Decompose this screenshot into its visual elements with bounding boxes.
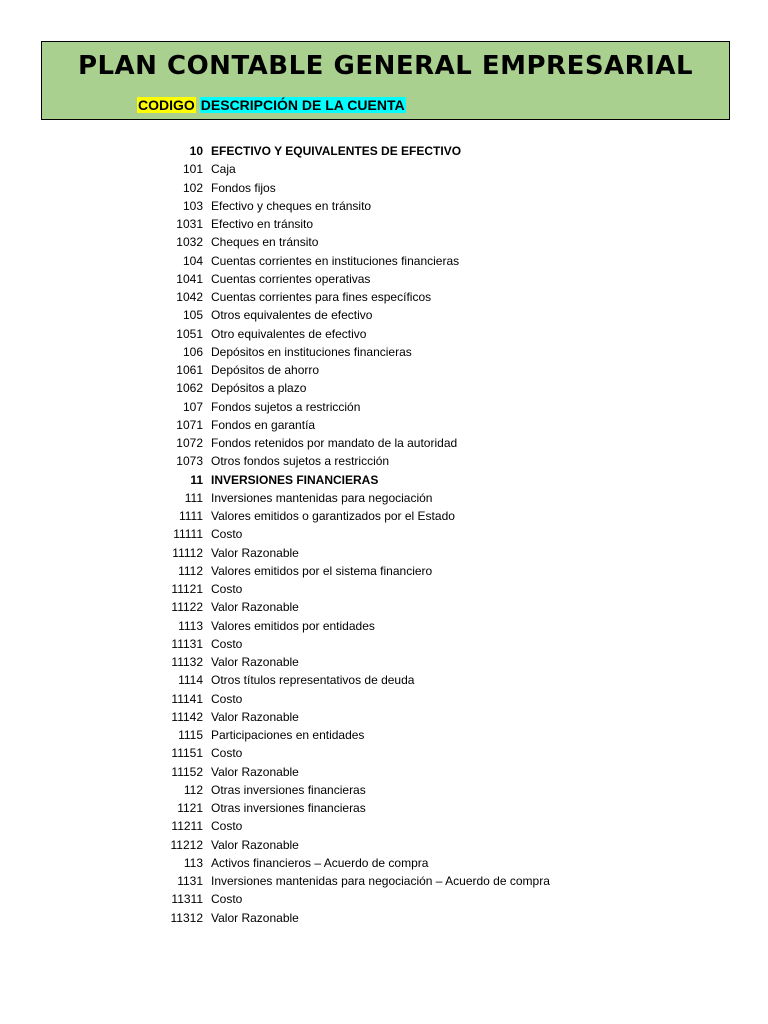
account-code: 1113 — [178, 618, 203, 633]
account-description: Costo — [211, 819, 243, 834]
account-row — [0, 179, 768, 197]
account-description: Costo — [211, 691, 243, 706]
account-description: Valor Razonable — [211, 910, 299, 925]
account-row — [0, 909, 768, 927]
account-description: Valor Razonable — [211, 655, 299, 669]
account-row — [0, 744, 768, 762]
account-row — [0, 233, 768, 251]
account-description: Valor Razonable — [211, 545, 299, 560]
account-description: Otro equivalentes de efectivo — [211, 326, 367, 341]
account-description: Depósitos de ahorro — [211, 363, 320, 377]
account-code: 11132 — [171, 655, 203, 669]
account-code: 113 — [183, 855, 203, 870]
account-description: Cuentas corrientes para fines específicos — [211, 290, 432, 304]
account-row — [0, 160, 768, 178]
account-code: 11142 — [171, 709, 203, 724]
account-row — [0, 872, 768, 890]
account-description: Cuentas corrientes en instituciones financieras — [211, 253, 460, 268]
account-description: Inversiones mantenidas para negociación – Acuerdo de compra — [211, 874, 550, 888]
header-banner — [41, 41, 730, 120]
account-code: 1115 — [178, 728, 203, 742]
account-code: 11 — [190, 472, 203, 487]
account-row — [0, 544, 768, 562]
account-code: 1072 — [176, 436, 203, 450]
account-code: 1042 — [176, 290, 203, 304]
account-description: Otras inversiones financieras — [211, 801, 366, 815]
account-code: 1031 — [176, 217, 203, 231]
account-description: Activos financieros – Acuerdo de compra — [211, 855, 429, 870]
account-description: EFECTIVO Y EQUIVALENTES DE EFECTIVO — [211, 144, 462, 158]
account-code: 1071 — [176, 417, 203, 432]
account-code: 102 — [182, 180, 203, 195]
account-row — [0, 489, 768, 507]
account-row — [0, 562, 768, 580]
account-row — [0, 306, 768, 324]
account-description: Valor Razonable — [211, 709, 299, 724]
account-code: 1051 — [176, 326, 203, 341]
account-description: Costo — [211, 527, 243, 542]
account-row — [0, 215, 768, 233]
account-description: Costo — [211, 636, 243, 651]
account-row — [0, 288, 768, 306]
account-row — [0, 726, 768, 744]
account-code: 11311 — [171, 892, 203, 907]
account-row — [0, 598, 768, 616]
account-code: 11151 — [171, 746, 203, 761]
account-row — [0, 653, 768, 671]
account-row — [0, 525, 768, 543]
account-row — [0, 854, 768, 872]
account-code: 11111 — [173, 527, 203, 542]
account-code: 103 — [182, 198, 203, 213]
account-row — [0, 398, 768, 416]
account-code: 104 — [182, 253, 203, 268]
account-row — [0, 890, 768, 908]
account-row — [0, 708, 768, 726]
account-code: 1121 — [177, 801, 203, 815]
account-description: Efectivo en tránsito — [211, 217, 314, 231]
account-description: Fondos sujetos a restricción — [211, 399, 361, 414]
account-description: Fondos fijos — [211, 180, 276, 195]
account-code: 111 — [184, 490, 203, 505]
account-code: 11312 — [170, 910, 203, 925]
account-code: 11112 — [172, 545, 203, 560]
account-row — [0, 361, 768, 379]
account-code: 101 — [182, 162, 203, 177]
account-code: 107 — [182, 399, 203, 414]
account-row — [0, 690, 768, 708]
account-description: Efectivo y cheques en tránsito — [211, 198, 372, 213]
page-title: PLAN CONTABLE GENERAL EMPRESARIAL — [77, 51, 694, 81]
account-row — [0, 617, 768, 635]
account-description: Valor Razonable — [211, 600, 299, 615]
account-row — [0, 416, 768, 434]
account-code: 1062 — [176, 381, 203, 396]
account-description: Costo — [211, 746, 243, 761]
accounts-list — [0, 142, 768, 927]
account-description: Otros equivalentes de efectivo — [211, 308, 373, 323]
account-description: Depósitos a plazo — [211, 381, 307, 396]
account-row — [0, 252, 768, 270]
account-code: 11122 — [171, 600, 203, 615]
account-row — [0, 343, 768, 361]
account-description: Fondos retenidos por mandato de la autoridad — [211, 436, 458, 450]
account-description: Otras inversiones financieras — [211, 782, 366, 797]
account-row — [0, 142, 768, 160]
account-row — [0, 452, 768, 470]
code-column-header: CODIGO — [138, 97, 195, 113]
account-row — [0, 270, 768, 288]
account-description: Valores emitidos por el sistema financiero — [211, 563, 433, 578]
account-description: INVERSIONES FINANCIERAS — [211, 472, 379, 487]
account-code: 1131 — [177, 874, 203, 888]
account-row — [0, 671, 768, 689]
account-description: Otros fondos sujetos a restricción — [211, 454, 390, 469]
account-code: 11211 — [171, 819, 203, 834]
account-description: Valor Razonable — [211, 837, 299, 852]
account-code: 1061 — [176, 363, 203, 377]
account-row — [0, 817, 768, 835]
account-code: 11141 — [171, 691, 203, 706]
account-row — [0, 434, 768, 452]
account-code: 105 — [182, 308, 203, 323]
account-row — [0, 836, 768, 854]
account-description: Otros títulos representativos de deuda — [211, 673, 415, 688]
account-code: 1073 — [176, 454, 203, 469]
account-description: Costo — [211, 892, 243, 907]
account-row — [0, 580, 768, 598]
account-row — [0, 799, 768, 817]
account-description: Caja — [211, 162, 236, 177]
account-description: Valores emitidos o garantizados por el Estado — [211, 509, 455, 523]
account-code: 11121 — [171, 582, 203, 596]
account-description: Inversiones mantenidas para negociación — [211, 490, 433, 505]
account-description: Valor Razonable — [211, 764, 299, 779]
account-code: 11131 — [171, 636, 203, 651]
account-description: Fondos en garantía — [211, 417, 316, 432]
account-row — [0, 635, 768, 653]
account-code: 1112 — [178, 563, 203, 578]
account-row — [0, 197, 768, 215]
account-row — [0, 763, 768, 781]
column-headers — [137, 97, 406, 113]
account-code: 112 — [183, 782, 203, 797]
account-row — [0, 325, 768, 343]
account-row — [0, 471, 768, 489]
account-description: Participaciones en entidades — [211, 728, 365, 742]
account-description: Cheques en tránsito — [211, 235, 319, 250]
account-code: 106 — [182, 344, 203, 359]
account-code: 11212 — [170, 837, 203, 852]
account-row — [0, 507, 768, 525]
account-description: Depósitos en instituciones financieras — [211, 344, 412, 359]
account-code: 10 — [189, 144, 203, 158]
account-row — [0, 781, 768, 799]
account-row — [0, 379, 768, 397]
account-description: Valores emitidos por entidades — [211, 618, 375, 633]
description-column-header: DESCRIPCIÓN DE LA CUENTA — [200, 97, 405, 113]
account-code: 1114 — [178, 673, 203, 688]
account-code: 1041 — [176, 271, 203, 286]
account-description: Costo — [211, 582, 243, 596]
account-code: 11152 — [171, 764, 203, 779]
account-code: 1111 — [178, 509, 203, 523]
account-description: Cuentas corrientes operativas — [211, 271, 371, 286]
account-code: 1032 — [176, 235, 203, 250]
